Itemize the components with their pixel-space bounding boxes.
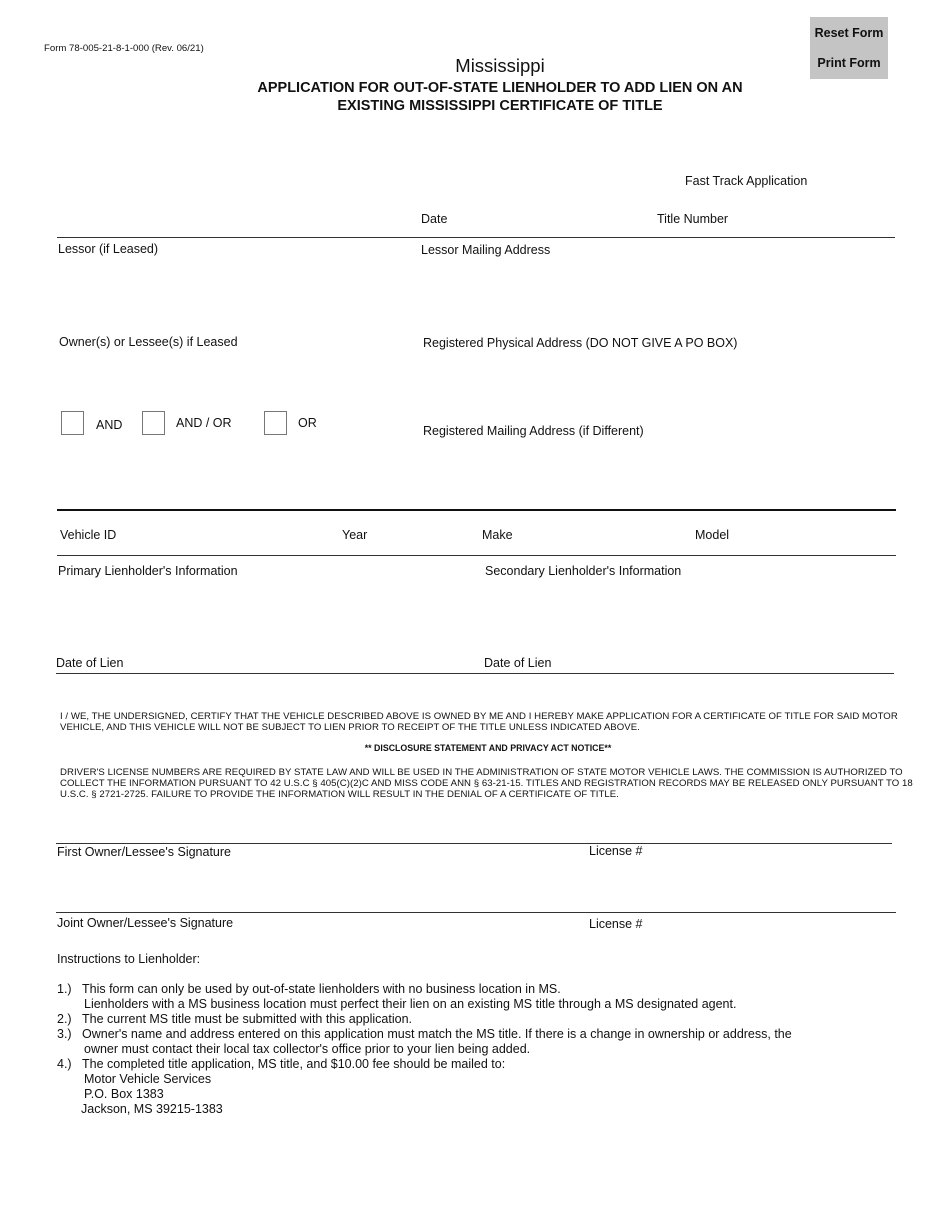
instruction-number-2: 2.) <box>57 1012 72 1026</box>
disclosure-heading: ** DISCLOSURE STATEMENT AND PRIVACY ACT NOTICE** <box>364 743 612 753</box>
certification-text-line1: I / WE, THE UNDERSIGNED, CERTIFY THAT THE VEHICLE DESCRIBED ABOVE IS OWNED BY ME AND I HEREBY MAKE APPLICATION FOR A CERTIFICATE OF TITLE FOR SAID MOTOR <box>60 711 898 722</box>
disclosure-text-line3: U.S.C. § 2721-2725. FAILURE TO PROVIDE THE INFORMATION WILL RESULT IN THE DENIAL OF A CERTIFICATE OF TITLE. <box>60 789 619 800</box>
signature-line <box>56 843 892 844</box>
instruction-number-4: 4.) <box>57 1057 72 1071</box>
joint-owner-signature-label: Joint Owner/Lessee's Signature <box>57 916 234 930</box>
signature-line <box>56 912 896 913</box>
instructions-heading: Instructions to Lienholder: <box>57 952 201 966</box>
and-or-label: AND / OR <box>176 416 232 430</box>
or-checkbox[interactable] <box>264 411 287 435</box>
mailing-address-line2: P.O. Box 1383 <box>84 1087 164 1101</box>
vehicle-id-label: Vehicle ID <box>60 528 117 542</box>
divider <box>57 555 896 556</box>
year-label: Year <box>342 528 368 542</box>
state-name: Mississippi <box>455 55 545 76</box>
form-number: Form 78-005-21-8-1-000 (Rev. 06/21) <box>44 43 204 54</box>
form-actions-panel <box>810 17 888 79</box>
divider <box>57 509 896 511</box>
title-number-label: Title Number <box>657 212 729 226</box>
instruction-2-line1: The current MS title must be submitted with this application. <box>82 1012 413 1026</box>
or-label: OR <box>298 416 317 430</box>
fast-track-label: Fast Track Application <box>685 174 808 188</box>
registered-mailing-label: Registered Mailing Address (if Different) <box>423 424 644 438</box>
divider <box>57 237 895 238</box>
disclosure-text-line1: DRIVER'S LICENSE NUMBERS ARE REQUIRED BY STATE LAW AND WILL BE USED IN THE ADMINISTRATION OF STATE MOTOR VEHICLE LAWS. THE COMMISSION IS AUTHORIZED TO <box>60 767 903 778</box>
secondary-date-of-lien-label: Date of Lien <box>484 656 552 670</box>
make-label: Make <box>482 528 513 542</box>
instruction-1-line1: This form can only be used by out-of-state lienholders with no business location in MS. <box>82 982 561 996</box>
registered-physical-label: Registered Physical Address (DO NOT GIVE A PO BOX) <box>423 336 738 350</box>
mailing-address-line1: Motor Vehicle Services <box>84 1072 212 1086</box>
form-title-line2: EXISTING MISSISSIPPI CERTIFICATE OF TITLE <box>337 98 663 114</box>
print-form-button[interactable]: Print Form <box>810 56 888 70</box>
first-owner-signature-label: First Owner/Lessee's Signature <box>57 845 231 859</box>
secondary-lienholder-label: Secondary Lienholder's Information <box>485 564 682 578</box>
certification-text-line2: VEHICLE, AND THIS VEHICLE WILL NOT BE SUBJECT TO LIEN PRIOR TO RECEIPT OF THE TITLE UNLESS INDICATED ABOVE. <box>60 722 640 733</box>
divider <box>56 673 894 674</box>
instruction-1-line2: Lienholders with a MS business location must perfect their lien on an existing MS title through a MS designated agent. <box>84 997 737 1011</box>
and-or-checkbox[interactable] <box>142 411 165 435</box>
joint-license-label: License # <box>589 917 643 931</box>
reset-form-button[interactable]: Reset Form <box>810 26 888 40</box>
primary-date-of-lien-label: Date of Lien <box>56 656 124 670</box>
first-license-label: License # <box>589 844 643 858</box>
mailing-address-line3: Jackson, MS 39215-1383 <box>81 1102 223 1116</box>
instruction-3-line1: Owner's name and address entered on this application must match the MS title. If there is a change in ownership or address, the <box>82 1027 792 1041</box>
and-label: AND <box>96 418 123 432</box>
instruction-number-1: 1.) <box>57 982 72 996</box>
form-title-line1: APPLICATION FOR OUT-OF-STATE LIENHOLDER TO ADD LIEN ON AN <box>257 80 743 96</box>
instruction-number-3: 3.) <box>57 1027 72 1041</box>
lessor-mailing-label: Lessor Mailing Address <box>421 243 551 257</box>
instruction-3-line2: owner must contact their local tax collector's office prior to your lien being added. <box>84 1042 531 1056</box>
lessor-label: Lessor (if Leased) <box>58 242 159 256</box>
primary-lienholder-label: Primary Lienholder's Information <box>58 564 238 578</box>
model-label: Model <box>695 528 730 542</box>
and-checkbox[interactable] <box>61 411 84 435</box>
date-label: Date <box>421 212 448 226</box>
instruction-4-line1: The completed title application, MS title, and $10.00 fee should be mailed to: <box>82 1057 506 1071</box>
disclosure-text-line2: COLLECT THE INFORMATION PURSUANT TO 42 U.S.C § 405(C)(2)C AND MISS CODE ANN § 63-21-15. TITLES AND REGISTRATION RECORDS MAY BE RELEASED ONLY PURSUANT TO 18 <box>60 778 913 789</box>
owners-label: Owner(s) or Lessee(s) if Leased <box>59 335 238 349</box>
